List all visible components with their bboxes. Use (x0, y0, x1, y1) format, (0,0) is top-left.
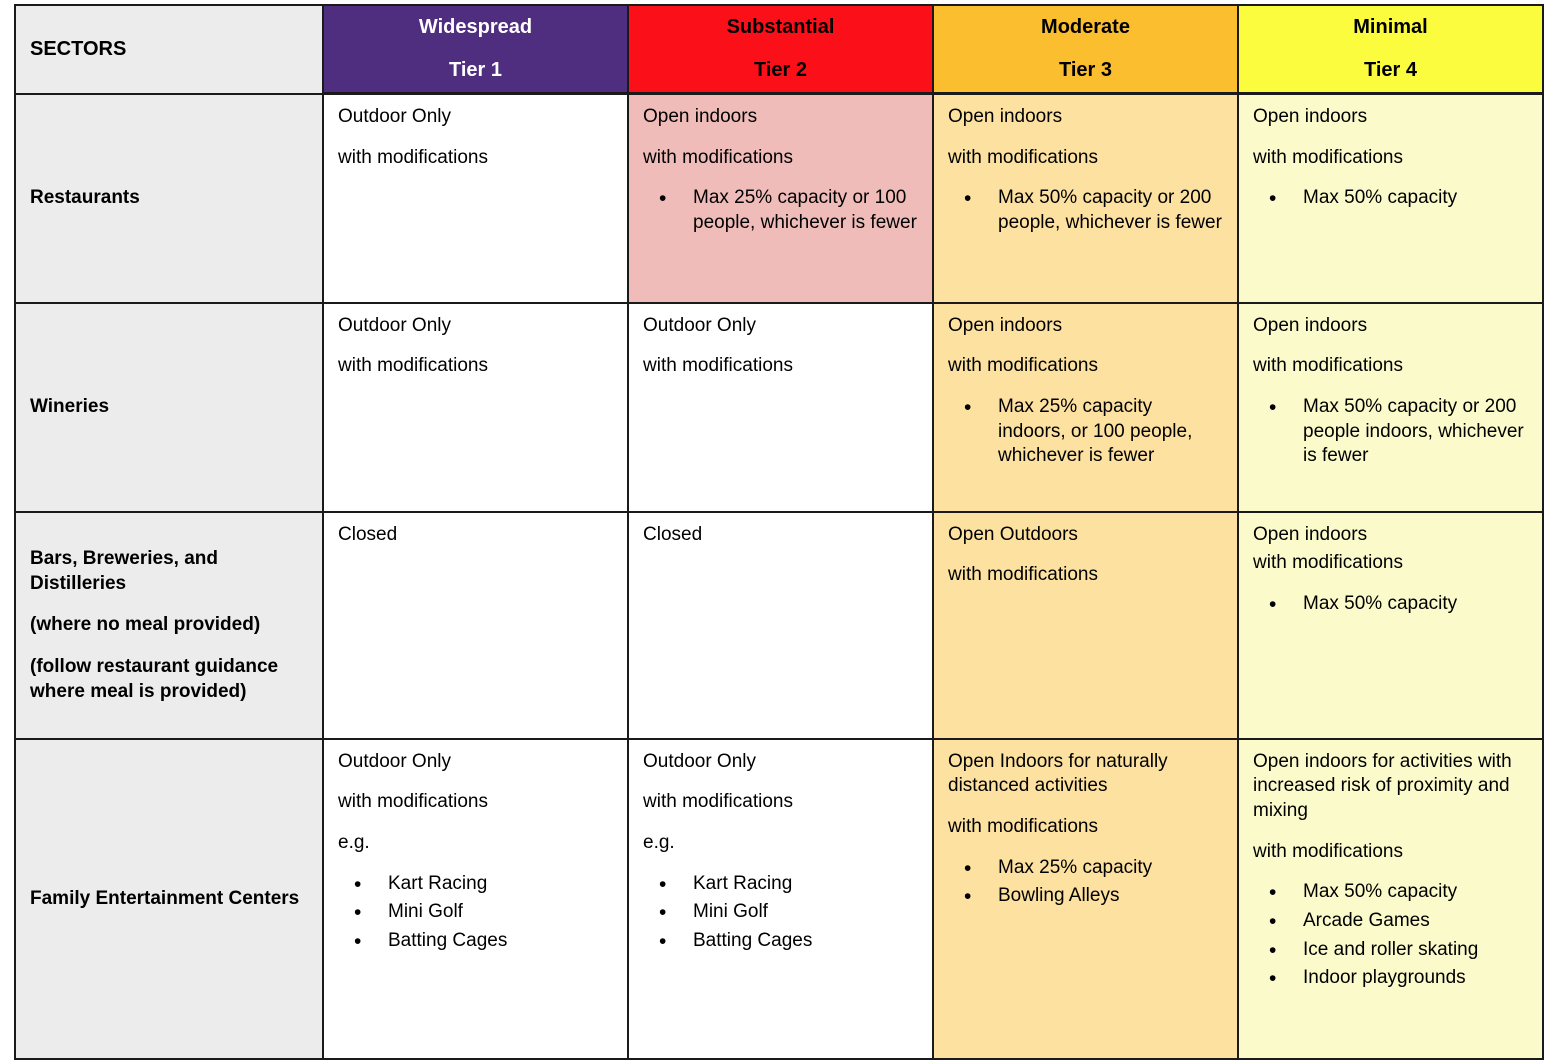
bullet-item: • Ice and roller skating (1253, 938, 1528, 963)
cell-bars-tier2 (628, 512, 933, 739)
cell-fec-tier2 (628, 739, 933, 1059)
cell-paragraph: Open indoors for activities with increased risk of proximity and mixing (1253, 750, 1512, 821)
cell-paragraph: with modifications (1253, 355, 1403, 377)
cell-paragraph: with modifications (643, 355, 793, 377)
bullet-list (948, 856, 1223, 909)
bullet-list (1253, 880, 1528, 991)
sector-cell-wineries (15, 303, 323, 512)
bullet-list (1253, 592, 1528, 617)
bullet-item: • Max 25% capacity or 100 people, whichever is fewer (643, 186, 918, 235)
bullet-item: • Max 50% capacity (1253, 186, 1528, 211)
tier4-header-cell (1238, 5, 1543, 94)
cell-paragraph: with modifications (1253, 552, 1403, 574)
cell-paragraph: Wineries (30, 396, 110, 418)
sectors-header-cell (15, 5, 323, 94)
cell-paragraph: with modifications (1253, 840, 1403, 862)
row-wineries (15, 303, 1543, 512)
bullet-item: • Kart Racing (643, 872, 918, 897)
bullet-list (948, 395, 1223, 469)
bullet-list (643, 872, 918, 954)
cell-wineries-tier3 (933, 303, 1238, 512)
cell-paragraph: Closed (338, 523, 398, 545)
tier3-number-label: Tier 3 (1059, 59, 1112, 81)
cell-paragraph: (where no meal provided) (30, 614, 261, 636)
bullet-item: • Batting Cages (643, 929, 918, 954)
sector-tier-table (14, 4, 1544, 1060)
cell-bars-tier4 (1238, 512, 1543, 739)
cell-paragraph: Outdoor Only (643, 750, 756, 772)
bullet-list (1253, 395, 1528, 469)
cell-paragraph: with modifications (338, 146, 488, 168)
row-bars-breweries-distilleries (15, 512, 1543, 739)
cell-restaurants-tier1 (323, 94, 628, 303)
cell-paragraph: Open Indoors for naturally distanced activities (948, 750, 1168, 797)
tier3-name-label: Moderate (1041, 16, 1130, 38)
cell-paragraph: e.g. (643, 831, 675, 853)
cell-paragraph: with modifications (643, 791, 793, 813)
bullet-item: • Indoor playgrounds (1253, 966, 1528, 991)
tier1-name-label: Widespread (418, 16, 533, 38)
cell-paragraph: with modifications (948, 815, 1098, 837)
tier3-header-cell (933, 5, 1238, 94)
cell-paragraph: Bars, Breweries, and Distilleries (30, 548, 218, 595)
cell-paragraph: Open indoors (643, 106, 758, 127)
cell-paragraph: with modifications (948, 564, 1098, 586)
tier4-name-label: Minimal (1353, 16, 1428, 38)
bullet-item: • Max 25% capacity indoors, or 100 people, whichever is fewer (948, 395, 1223, 469)
tier2-number-label: Tier 2 (754, 59, 807, 81)
cell-wineries-tier1 (323, 303, 628, 512)
bullet-list (1253, 186, 1528, 211)
cell-paragraph: Restaurants (30, 187, 140, 209)
tier1-header-cell (323, 5, 628, 94)
bullet-item: • Max 50% capacity or 200 people, whichever is fewer (948, 186, 1223, 235)
bullet-item: • Max 50% capacity (1253, 592, 1528, 617)
bullet-item: • Max 25% capacity (948, 856, 1223, 881)
bullet-item: • Kart Racing (338, 872, 613, 897)
cell-paragraph: Open indoors (1253, 523, 1368, 545)
bullet-list (948, 186, 1223, 235)
cell-wineries-tier2 (628, 303, 933, 512)
cell-paragraph: e.g. (338, 831, 370, 853)
cell-paragraph: with modifications (338, 355, 488, 377)
cell-restaurants-tier4 (1238, 94, 1543, 303)
cell-bars-tier3 (933, 512, 1238, 739)
tier2-header-cell (628, 5, 933, 94)
cell-paragraph: Outdoor Only (338, 106, 451, 127)
cell-paragraph: Outdoor Only (338, 750, 451, 772)
cell-paragraph: with modifications (948, 355, 1098, 377)
sector-cell-family-entertainment (15, 739, 323, 1059)
bullet-item: • Mini Golf (643, 900, 918, 925)
header-row (15, 5, 1543, 94)
cell-paragraph: Family Entertainment Centers (30, 887, 300, 909)
sectors-header-label: SECTORS (30, 37, 127, 60)
cell-fec-tier4 (1238, 739, 1543, 1059)
tier2-name-label: Substantial (726, 16, 835, 38)
bullet-list (338, 872, 613, 954)
cell-paragraph: Open indoors (948, 106, 1063, 127)
cell-paragraph: (follow restaurant guidance where meal is provided) (30, 655, 279, 702)
bullet-list (643, 186, 918, 235)
cell-paragraph: Open indoors (1253, 314, 1368, 336)
sector-cell-bars (15, 512, 323, 739)
bullet-item: • Mini Golf (338, 900, 613, 925)
cell-fec-tier3 (933, 739, 1238, 1059)
cell-wineries-tier4 (1238, 303, 1543, 512)
cell-paragraph: with modifications (948, 146, 1098, 168)
tier4-number-label: Tier 4 (1364, 59, 1417, 81)
bullet-item: • Max 50% capacity (1253, 880, 1528, 905)
cell-paragraph: Open indoors (948, 314, 1063, 336)
row-family-entertainment-centers (15, 739, 1543, 1059)
cell-paragraph: Open indoors (1253, 106, 1368, 127)
bullet-item: • Max 50% capacity or 200 people indoors, whichever is fewer (1253, 395, 1528, 469)
cell-paragraph: Outdoor Only (643, 314, 756, 336)
cell-paragraph: with modifications (1253, 146, 1403, 168)
cell-paragraph: Closed (643, 523, 703, 545)
cell-paragraph: with modifications (338, 791, 488, 813)
tier-table-wrapper (14, 4, 1544, 1060)
cell-paragraph: Open Outdoors (948, 523, 1078, 545)
cell-bars-tier1 (323, 512, 628, 739)
bullet-item: • Batting Cages (338, 929, 613, 954)
bullet-item: • Bowling Alleys (948, 884, 1223, 909)
tier1-number-label: Tier 1 (449, 59, 502, 81)
cell-restaurants-tier2 (628, 94, 933, 303)
cell-restaurants-tier3 (933, 94, 1238, 303)
cell-paragraph: Outdoor Only (338, 314, 451, 336)
row-restaurants (15, 94, 1543, 303)
cell-paragraph: with modifications (643, 146, 793, 168)
sector-cell-restaurants (15, 94, 323, 303)
cell-fec-tier1 (323, 739, 628, 1059)
bullet-item: • Arcade Games (1253, 909, 1528, 934)
